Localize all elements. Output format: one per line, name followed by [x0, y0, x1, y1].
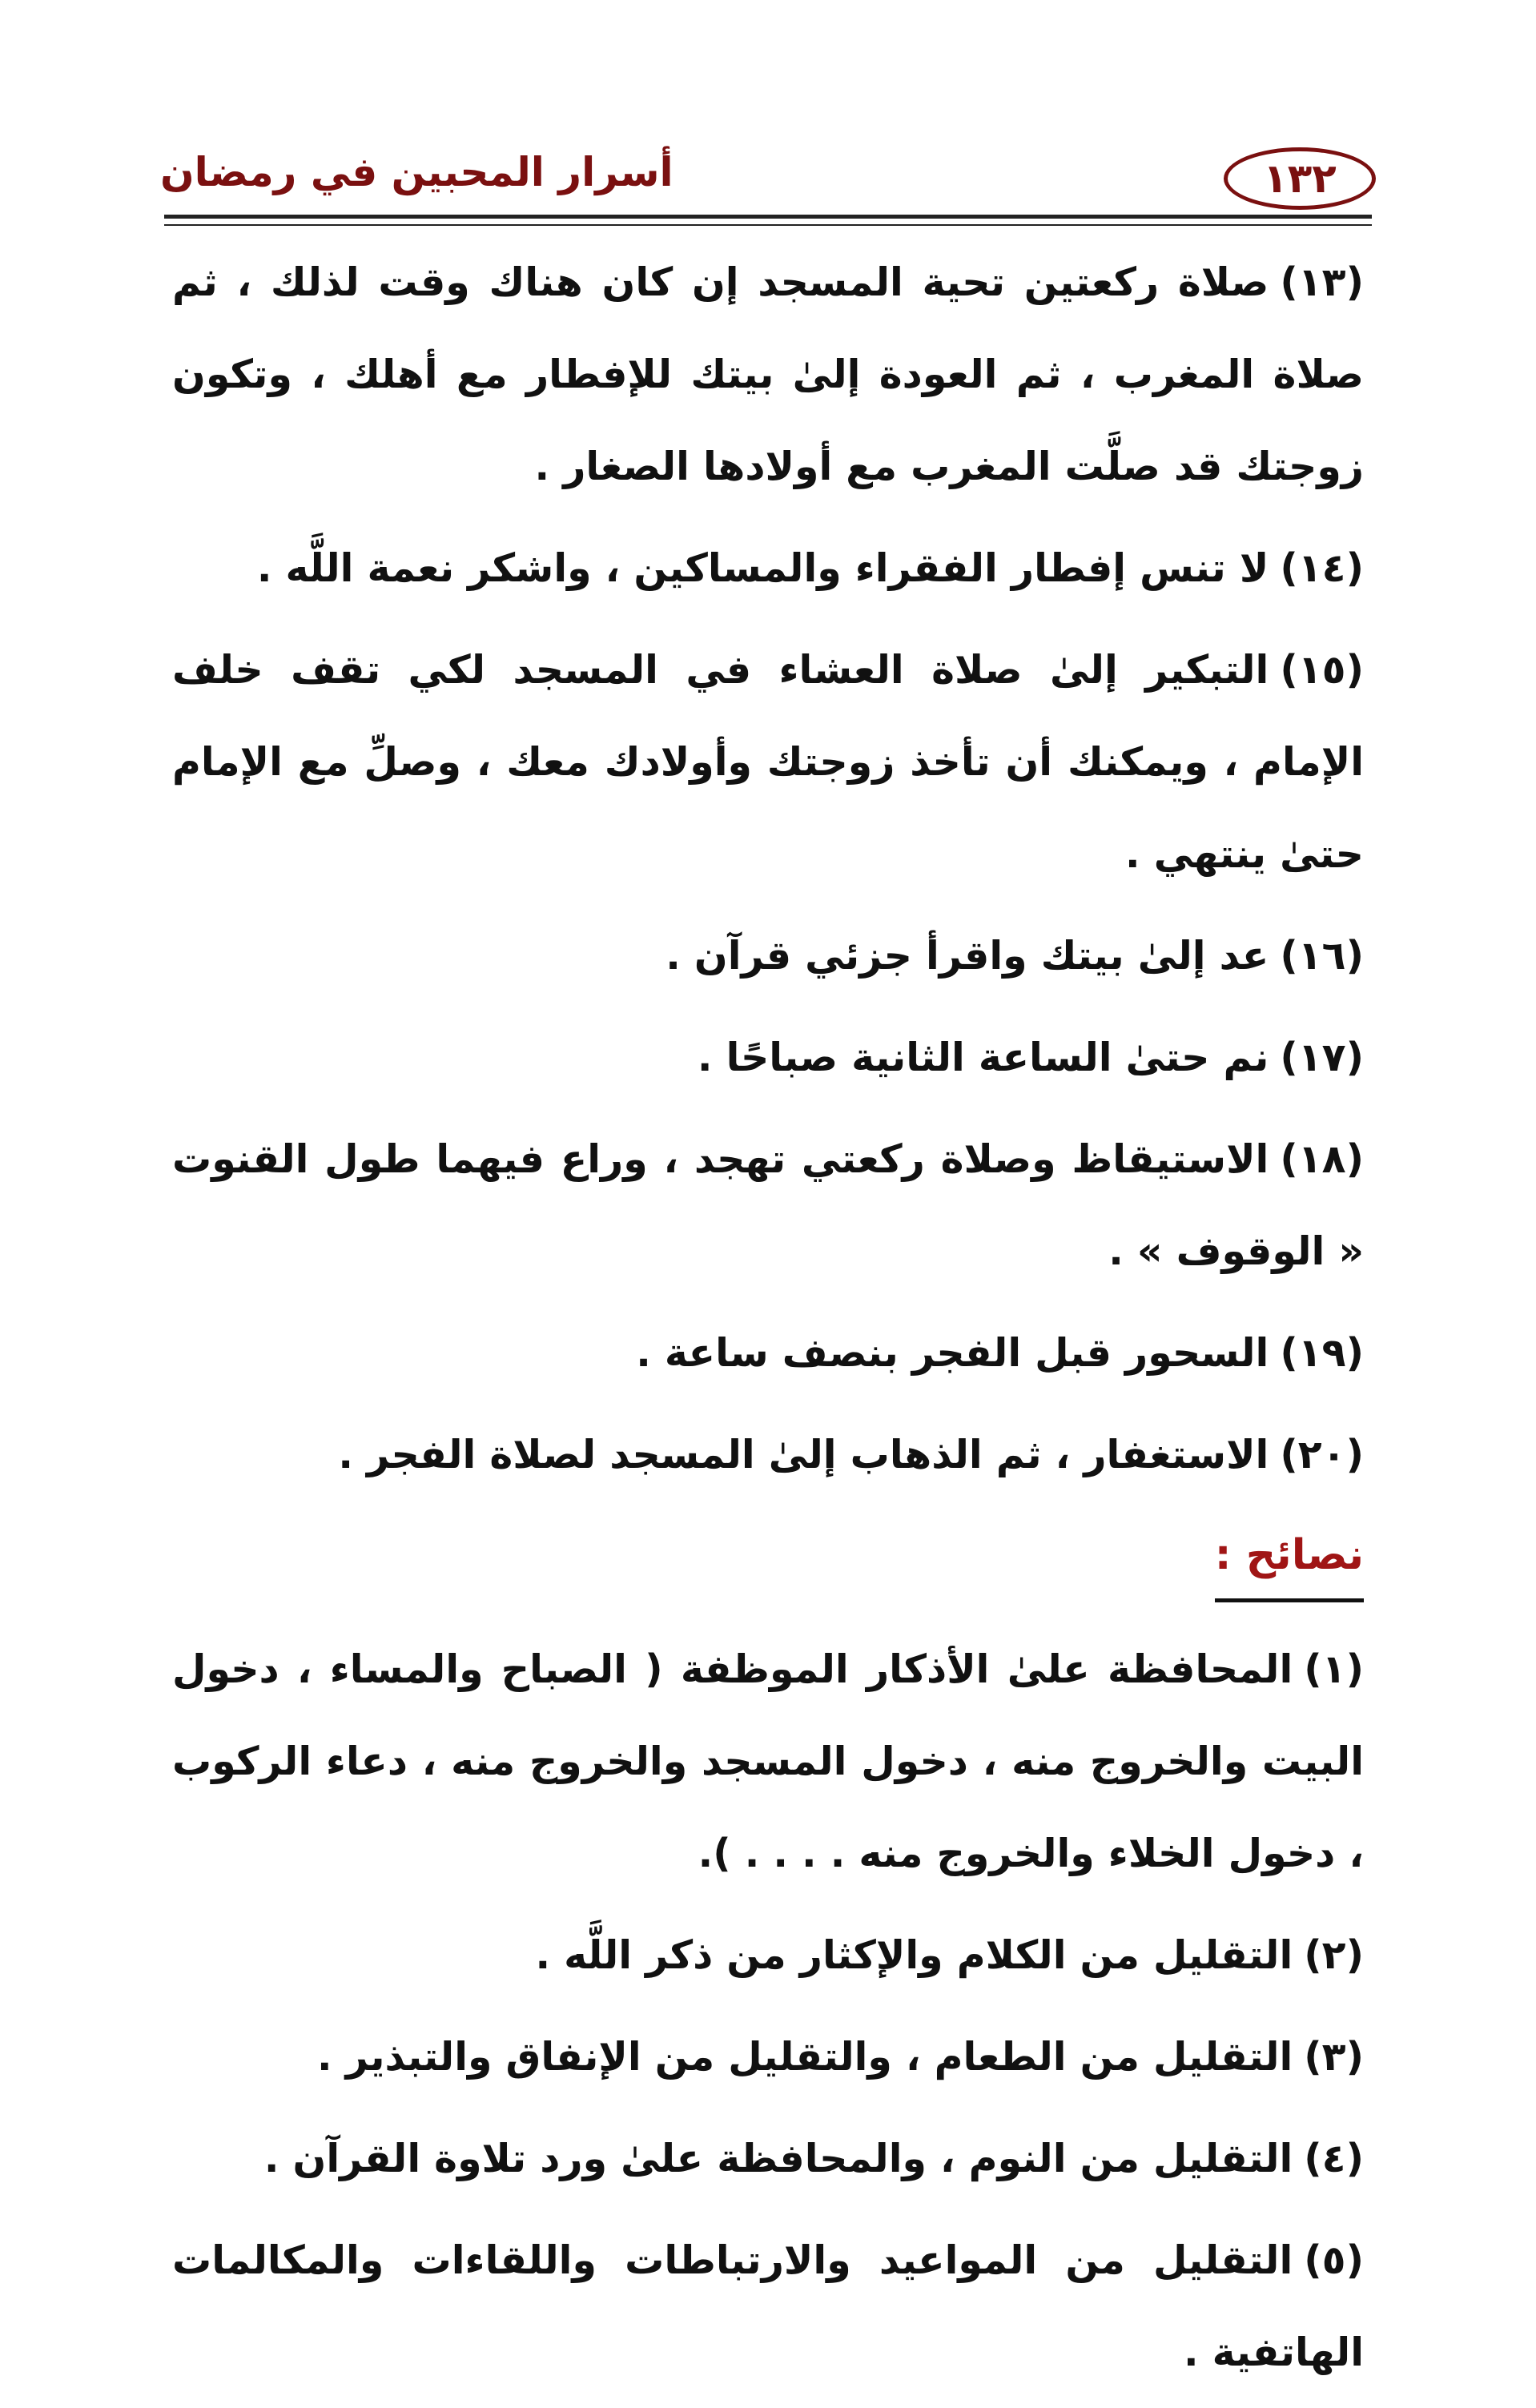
item-text: التقليل من الطعام ، والتقليل من الإنفاق والتبذير .: [316, 2034, 1293, 2080]
item-text: عد إلىٰ بيتك واقرأ جزئي قرآن .: [665, 933, 1269, 979]
item-text: التقليل من المواعيد والارتباطات واللقاءات والمكالمات الهاتفية .: [172, 2237, 1364, 2375]
list-item: [172, 1307, 1364, 1399]
list-item: [172, 1011, 1364, 1103]
item-number: (٢٠): [1280, 1432, 1364, 1477]
list-item: [172, 1623, 1364, 1899]
item-text: الاستغفار ، ثم الذهاب إلىٰ المسجد لصلاة الفجر .: [338, 1432, 1269, 1477]
item-number: (١٨): [1280, 1136, 1364, 1182]
page-body: [172, 236, 1364, 2408]
header-rule-thick: [164, 215, 1372, 219]
item-text: المحافظة علىٰ الأذكار الموظفة ( الصباح والمساء ، دخول البيت والخروج منه ، دخول المسجد والخروج منه ، دعاء الركوب ، دخول الخلاء والخروج منه . . . . ).: [172, 1646, 1364, 1876]
list-item: [172, 522, 1364, 614]
header-rule-thin: [164, 224, 1372, 226]
item-text: التقليل من النوم ، والمحافظة علىٰ ورد تلاوة القرآن .: [263, 2136, 1293, 2181]
list-item: [172, 1909, 1364, 2001]
list-item: [172, 2011, 1364, 2103]
list-item: [172, 236, 1364, 513]
item-text: الاستيقاظ وصلاة ركعتي تهجد ، وراع فيهما طول القنوت « الوقوف » .: [172, 1136, 1364, 1274]
list-item: [172, 2113, 1364, 2205]
item-text: صلاة ركعتين تحية المسجد إن كان هناك وقت لذلك ، ثم صلاة المغرب ، ثم العودة إلىٰ بيتك للإفطار مع أهلك ، وتكون زوجتك قد صلَّت المغرب مع أولادها الصغار .: [172, 259, 1364, 489]
list-item: [172, 624, 1364, 900]
page-number: ١٣٢: [1224, 147, 1376, 210]
item-text: نم حتىٰ الساعة الثانية صباحًا .: [697, 1035, 1269, 1080]
item-number: (١٤): [1280, 545, 1364, 591]
list-item: [172, 910, 1364, 1002]
item-number: (١): [1304, 1646, 1364, 1692]
item-number: (٢): [1304, 1932, 1364, 1978]
item-number: (١٦): [1280, 933, 1364, 979]
item-text: لا تنس إفطار الفقراء والمساكين ، واشكر نعمة اللَّه .: [256, 545, 1269, 591]
section-heading: نصائح :: [1215, 1515, 1364, 1602]
section-heading-wrap: [172, 1510, 1364, 1623]
list-item: [172, 1113, 1364, 1297]
item-number: (١٩): [1280, 1330, 1364, 1376]
item-number: (٥): [1304, 2237, 1364, 2283]
page-header: [160, 144, 1376, 216]
item-text: السحور قبل الفجر بنصف ساعة .: [636, 1330, 1269, 1376]
item-number: (٤): [1304, 2136, 1364, 2181]
item-text: التبكير إلىٰ صلاة العشاء في المسجد لكي تقف خلف الإمام ، ويمكنك أن تأخذ زوجتك وأولادك معك ، وصلِّ مع الإمام حتىٰ ينتهي .: [172, 647, 1364, 877]
list-item: [172, 1409, 1364, 1501]
item-text: التقليل من الكلام والإكثار من ذكر اللَّه .: [535, 1932, 1293, 1978]
list-item: [172, 2214, 1364, 2398]
item-number: (٣): [1304, 2034, 1364, 2080]
book-title: أسرار المحبين في رمضان: [160, 149, 674, 195]
item-number: (١٧): [1280, 1035, 1364, 1080]
item-number: (١٥): [1280, 647, 1364, 693]
item-number: (١٣): [1280, 259, 1364, 305]
